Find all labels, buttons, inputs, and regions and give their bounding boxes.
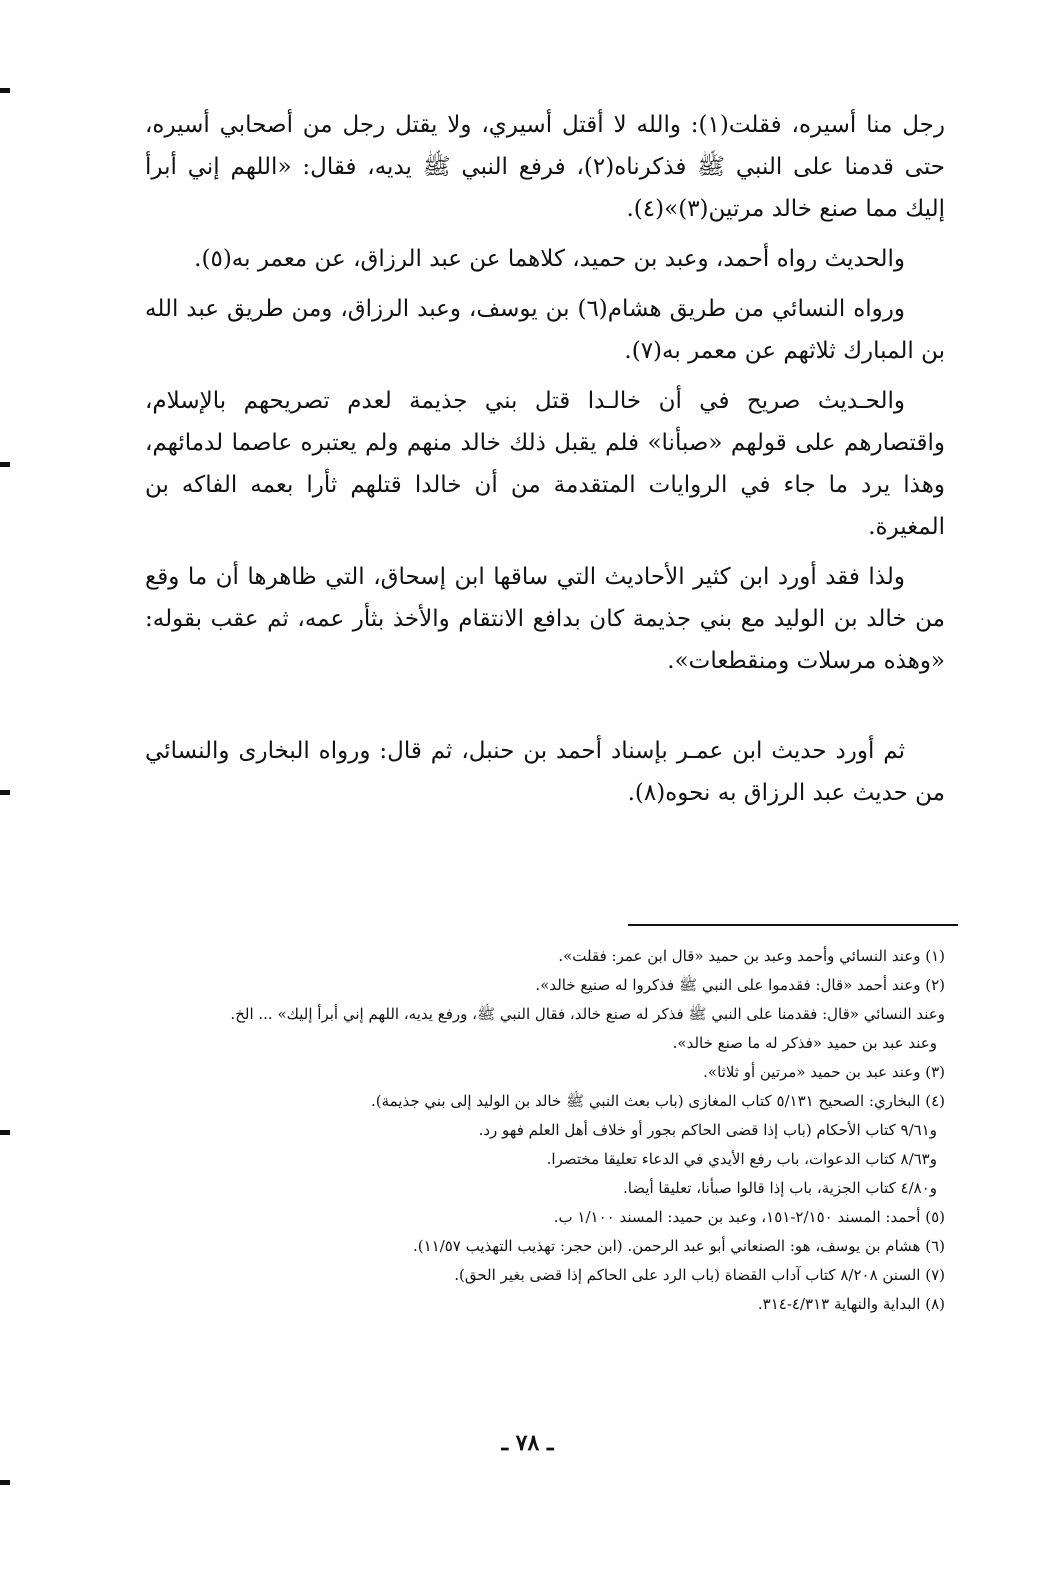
- footnote: (٢) وعند أحمد «قال: فقدموا على النبي ﷺ فذكروا له صنيع خالد».: [535, 976, 945, 994]
- footnote: و٤/٨٠ كتاب الجزية، باب إذا قالوا صبأنا، تعليقا أيضا.: [622, 1179, 937, 1197]
- footnote-separator: [628, 924, 958, 926]
- footnote: (٧) السنن ٨/٢٠٨ كتاب آداب القضاة (باب الرد على الحاكم إذا قضى بغير الحق).: [454, 1266, 945, 1284]
- paragraph: والحديث رواه أحمد، وعبد بن حميد، كلاهما عن عبد الرزاق، عن معمر به(٥).: [194, 246, 905, 272]
- paragraph: ورواه النسائي من طريق هشام(٦) بن يوسف، وعبد الرزاق، ومن طريق عبد الله بن المبارك ثلاثهم عن معمر به(٧).: [145, 296, 945, 364]
- paragraph: والحـديث صريح في أن خالـدا قتل بني جذيمة لعدم تصريحهم بالإسلام، واقتصارهم على قولهم «صبأنا» فلم يقبل ذلك خالد منهم ولم يعتبره عاصما لدمائهم، وهذا يرد ما جاء في الروايات المتقدمة من أن خالدا قتلهم ثأرا بعمه الفاكه بن المغيرة.: [145, 388, 945, 540]
- scan-edge-mark: [0, 790, 10, 795]
- paragraph: ولذا فقد أورد ابن كثير الأحاديث التي ساقها ابن إسحاق، التي ظاهرها أن ما وقع من خالد بن الوليد مع بني جذيمة كان بدافع الانتقام والأخذ بثأر عمه، ثم عقب بقوله: «وهذه مرسلات ومنقطعات».: [145, 564, 945, 674]
- footnote: (٨) البداية والنهاية ٤/٣١٣-٣١٤.: [757, 1295, 945, 1313]
- main-text: [145, 104, 945, 822]
- footnote: وعند عبد بن حميد «فذكر له ما صنع خالد».: [672, 1034, 937, 1052]
- footnote: (٣) وعند عبد بن حميد «مرتين أو ثلاثا».: [703, 1063, 945, 1081]
- footnote: و٩/٦١ كتاب الأحكام (باب إذا قضى الحاكم بجور أو خلاف أهل العلم فهو رد.: [478, 1121, 937, 1139]
- scan-edge-mark: [0, 462, 10, 467]
- footnote: وعند النسائي «قال: فقدمنا على النبي ﷺ فذكر له صنع خالد، فقال النبي ﷺ، ورفع يديه، اللهم إني أبرأ إليك» ... الخ.: [230, 1005, 945, 1023]
- page-number: ـ ٧٨ ـ: [501, 1430, 554, 1456]
- scan-edge-mark: [0, 1480, 10, 1485]
- paragraph: ثم أورد حديث ابن عمـر بإسناد أحمد بن حنبل، ثم قال: ورواه البخارى والنسائي من حديث عبد الرزاق به نحوه(٨).: [145, 738, 945, 806]
- footnote: (٤) البخاري: الصحيح ٥/١٣١ كتاب المغازى (باب بعث النبي ﷺ خالد بن الوليد إلى بني جذيمة).: [370, 1092, 945, 1110]
- paragraph: رجل منا أسيره، فقلت(١): والله لا أقتل أسيري، ولا يقتل رجل من أصحابي أسيره، حتى قدمنا على النبي ﷺ فذكرناه(٢)، فرفع النبي ﷺ يديه، فقال: «اللهم إني أبرأ إليك مما صنع خالد مرتين(٣)»(٤).: [145, 112, 946, 222]
- footnote: و٨/٦٣ كتاب الدعوات، باب رفع الأيدي في الدعاء تعليقا مختصرا.: [546, 1150, 937, 1168]
- scan-edge-mark: [0, 88, 10, 93]
- scan-edge-mark: [0, 1130, 10, 1135]
- footnote: (٦) هشام بن يوسف، هو: الصنعاني أبو عبد الرحمن. (ابن حجر: تهذيب التهذيب ١١/٥٧).: [412, 1237, 945, 1255]
- footnote: (٥) أحمد: المسند ٢/١٥٠-١٥١، وعبد بن حميد: المسند ١/١٠٠ ب.: [553, 1208, 945, 1226]
- footnote: (١) وعند النسائي وأحمد وعبد بن حميد «قال ابن عمر: فقلت».: [558, 947, 945, 965]
- footnotes: [115, 942, 945, 1319]
